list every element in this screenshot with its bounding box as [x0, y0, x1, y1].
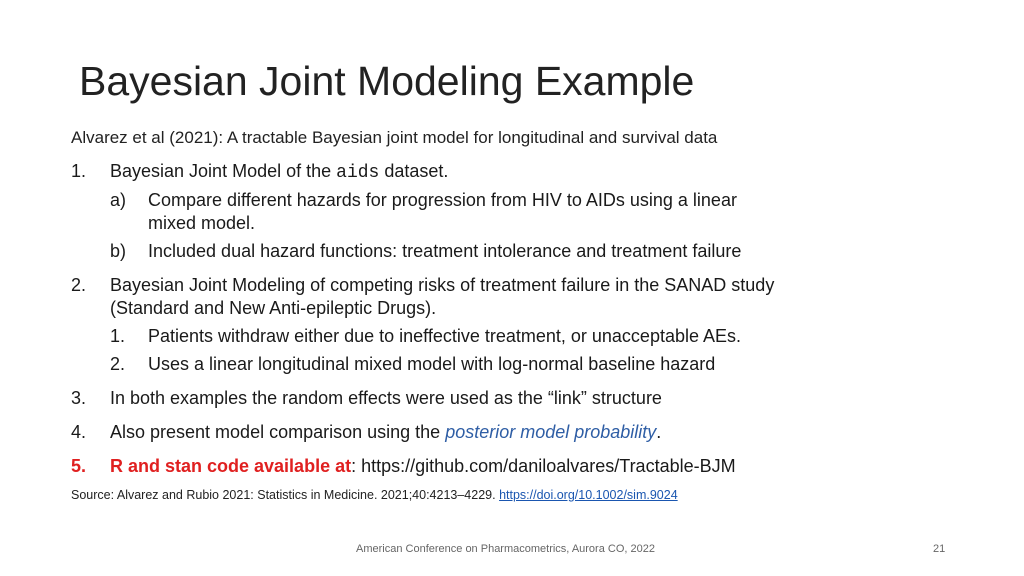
list-item-text: [110, 421, 661, 444]
list-item-text: [110, 160, 448, 185]
list-item-3: [71, 387, 831, 410]
list-item-4: [71, 421, 831, 444]
slide-footer: American Conference on Pharmacometrics, Aurora CO, 2022: [356, 543, 655, 555]
list-item-number: 5.: [71, 456, 87, 476]
list-item-number: 3.: [71, 388, 87, 408]
text-segment: Bayesian Joint Model of the: [110, 161, 337, 181]
sub-item-number: a): [110, 190, 127, 210]
sub-item-text: Patients withdraw either due to ineffective treatment, or unacceptable AEs.: [148, 326, 742, 346]
sub-item-number: 1.: [110, 326, 126, 346]
github-url-text: : https://github.com/daniloalvares/Tractable-BJM: [351, 456, 736, 476]
text-segment: Also present model comparison using the: [110, 422, 446, 442]
list-item-1: [71, 160, 871, 183]
list-item-number: 1.: [71, 161, 87, 181]
sub-item-2-1: [110, 325, 830, 348]
sub-item-number: 2.: [110, 354, 126, 374]
sub-item-2-2: [110, 353, 830, 376]
sub-item-text: Compare different hazards for progression from HIV to AIDs using a linear mixed model.: [148, 190, 737, 233]
list-item-2: [71, 274, 861, 320]
source-text: Source: Alvarez and Rubio 2021: Statistics in Medicine. 2021;40:4213–4229.: [71, 488, 500, 502]
list-item-number: 2.: [71, 275, 87, 295]
doi-link[interactable]: https://doi.org/10.1002/sim.9024: [499, 488, 678, 502]
slide-subtitle: Alvarez et al (2021): A tractable Bayesian joint model for longitudinal and survival data: [71, 128, 718, 147]
source-citation: [71, 488, 678, 502]
list-item-number: 4.: [71, 422, 87, 442]
page-number: 21: [933, 543, 946, 555]
highlight-code-available: R and stan code available at: [110, 456, 352, 476]
list-item-text: Bayesian Joint Modeling of competing risks of treatment failure in the SANAD study (Standard and New Anti-epileptic Drugs).: [110, 275, 775, 318]
list-item-text: In both examples the random effects were used as the “link” structure: [110, 388, 662, 408]
emphasis-posterior-model-probability: posterior model probability: [445, 422, 657, 442]
text-segment: .: [656, 422, 662, 442]
list-item-5: [71, 455, 831, 478]
slide-title: Bayesian Joint Modeling Example: [79, 58, 695, 104]
text-segment: dataset.: [379, 161, 449, 181]
sub-item-text: Uses a linear longitudinal mixed model with log-normal baseline hazard: [148, 354, 716, 374]
sub-item-1b: [110, 240, 830, 263]
list-item-text: [110, 455, 736, 478]
sub-item-number: b): [110, 241, 127, 261]
code-aids: aids: [336, 163, 380, 183]
sub-item-text: Included dual hazard functions: treatment intolerance and treatment failure: [148, 241, 742, 261]
sub-item-1a: [110, 189, 810, 235]
